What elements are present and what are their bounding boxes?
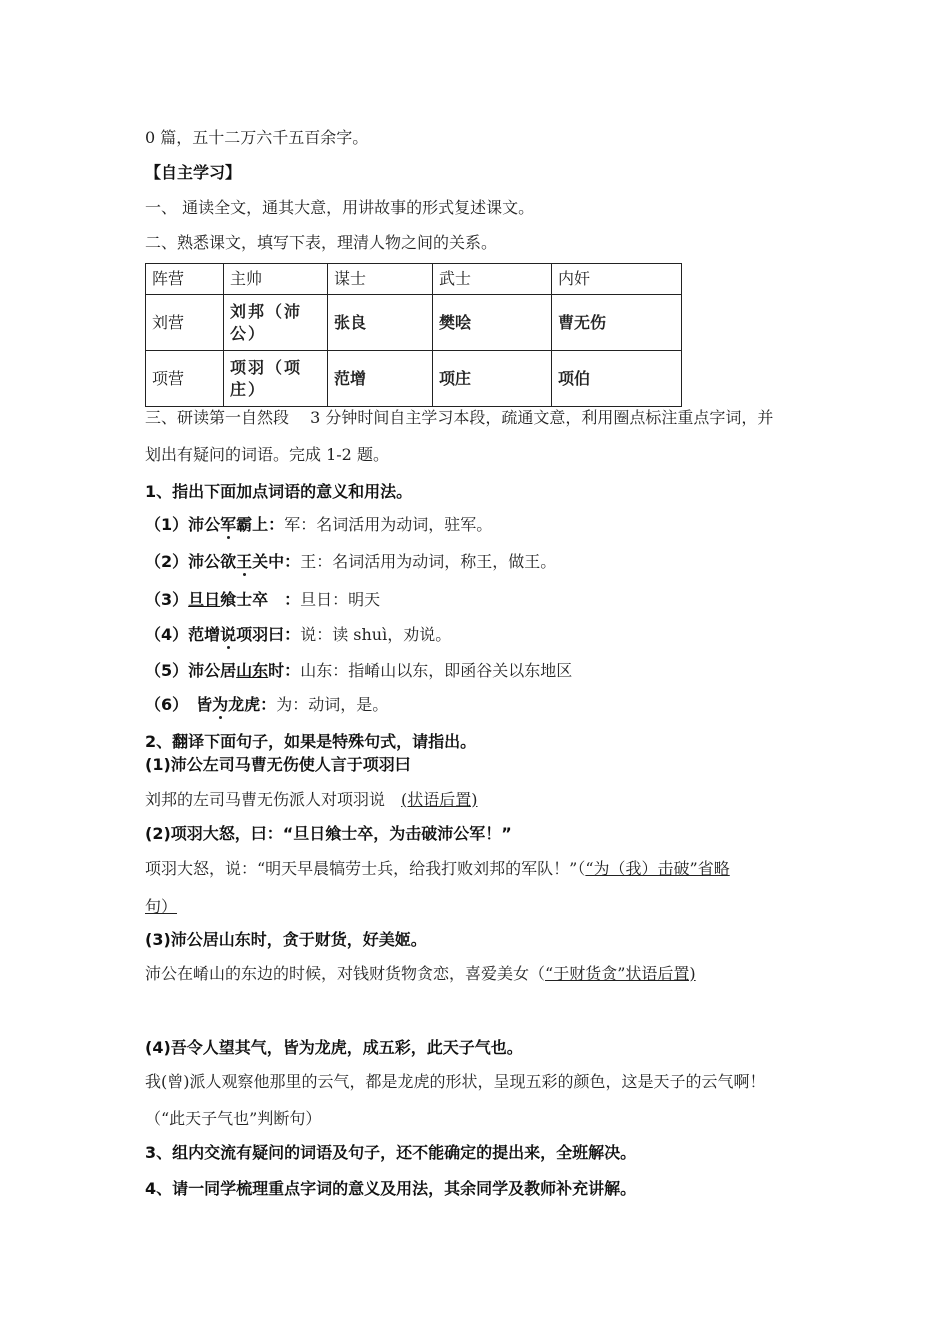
header-cell: 谋士: [328, 264, 433, 295]
q2-item-3-answer: 沛公在崤山的东边的时候，对钱财货物贪恋，喜爱美女（“于财货贪”状语后置): [145, 964, 696, 983]
step-3-line-2: 划出有疑问的词语。完成 1-2 题。: [145, 445, 389, 464]
table-cell: 项营: [146, 351, 224, 407]
table-cell: 曹无伤: [552, 295, 682, 351]
step-2: 二、熟悉课文，填写下表，理清人物之间的关系。: [145, 233, 498, 252]
q1-item-dotted-word: 山东: [236, 661, 269, 680]
table-cell: 项庄: [433, 351, 552, 407]
q1-item-phrase: 皆: [196, 695, 213, 714]
table-cell: 刘邦（沛公）: [224, 295, 328, 351]
step-3-line-1: 三、研读第一自然段 3 分钟时间自主学习本段，疏通文意，利用圈点标注重点字词，并: [145, 408, 774, 427]
q1-item-dotted-word: 为: [212, 695, 229, 714]
question-1-title: 1、指出下面加点词语的意义和用法。: [145, 482, 413, 501]
question-3: 3、组内交流有疑问的词语及句子，还不能确定的提出来，全班解决。: [145, 1143, 637, 1162]
q1-item-phrase-end: 关中：: [252, 552, 301, 571]
q1-item-answer: 为：动词，是。: [276, 695, 389, 714]
q1-item-dotted-word: 旦日: [188, 590, 221, 609]
q1-item-number: （3）: [145, 590, 189, 609]
q1-item-number: （4）: [145, 625, 189, 644]
q1-item-phrase: 范增: [188, 625, 221, 644]
q2-item-1-question: (1)沛公左司马曹无伤使人言于项羽曰: [145, 755, 411, 774]
header-cell: 内奸: [552, 264, 682, 295]
q1-item-phrase: 沛公欲: [188, 552, 237, 571]
q1-item: [145, 514, 492, 536]
q1-item-number: （6）: [145, 695, 197, 714]
q1-item-phrase-end: 龙虎：: [228, 695, 277, 714]
q1-item-answer: 说：读 shuì，劝说。: [300, 625, 452, 644]
section-title: 【自主学习】: [145, 163, 242, 182]
q1-item-phrase-end: 霸上：: [236, 515, 285, 534]
header-cell: 阵营: [146, 264, 224, 295]
q1-item-answer: 王：名词活用为动词，称王，做王。: [300, 552, 557, 571]
q1-item-number: （1）: [145, 515, 189, 534]
question-2-title: 2、翻译下面句子，如果是特殊句式，请指出。: [145, 732, 477, 751]
q1-item-phrase-end: 飨士卒 ：: [220, 590, 301, 609]
q1-item-answer: 军：名词活用为动词，驻军。: [284, 515, 493, 534]
q2-item-2-answer-cont: 句）: [145, 897, 178, 916]
q1-item-dotted-word: 王: [236, 552, 253, 571]
q1-item-phrase-end: 时：: [268, 661, 301, 680]
q2-item-3-question: (3)沛公居山东时，贪于财货，好美姬。: [145, 930, 427, 949]
table-cell: 樊哙: [433, 295, 552, 351]
table-cell: 项伯: [552, 351, 682, 407]
question-4: 4、请一同学梳理重点字词的意义及用法，其余同学及教师补充讲解。: [145, 1179, 637, 1198]
q1-item: [145, 694, 388, 716]
header-cell: 主帅: [224, 264, 328, 295]
q2-item-4-question: (4)吾令人望其气，皆为龙虎，成五彩，此天子气也。: [145, 1038, 523, 1057]
q1-item: [145, 624, 451, 646]
table-header-row: [146, 264, 682, 295]
q2-item-4-answer-cont: （“此天子气也”判断句）: [145, 1109, 322, 1128]
q1-item-number: （5）: [145, 661, 189, 680]
q1-item-phrase: 沛公居: [188, 661, 237, 680]
table-cell: 项羽（项庄）: [224, 351, 328, 407]
q1-item-dotted-word: 说: [220, 625, 237, 644]
table-row: [146, 351, 682, 407]
q1-item-number: （2）: [145, 552, 189, 571]
q2-item-4-answer: 我(曾)派人观察他那里的云气，都是龙虎的形状，呈现五彩的颜色，这是天子的云气啊！: [145, 1072, 766, 1091]
q1-item: [145, 660, 572, 682]
q2-item-2-answer: 项羽大怒，说：“明天早晨犒劳士兵，给我打败刘邦的军队！”（“为（我）击破”省略: [145, 859, 730, 878]
q1-item-phrase: 沛公: [188, 515, 221, 534]
q1-item: [145, 551, 556, 573]
q2-item-1-answer: 刘邦的左司马曹无伤派人对项羽说 (状语后置): [145, 790, 478, 809]
q1-item-answer: 山东：指崤山以东，即函谷关以东地区: [300, 661, 573, 680]
intro-line: 0 篇，五十二万六千五百余字。: [145, 128, 369, 147]
q2-item-2-question: (2)项羽大怒，曰：“旦日飨士卒，为击破沛公军！”: [145, 824, 512, 843]
table-cell: 张良: [328, 295, 433, 351]
header-cell: 武士: [433, 264, 552, 295]
q1-item-phrase-end: 项羽曰：: [236, 625, 301, 644]
table-row: [146, 295, 682, 351]
table-cell: 刘营: [146, 295, 224, 351]
table-cell: 范增: [328, 351, 433, 407]
q1-item: [145, 589, 380, 611]
q1-item-dotted-word: 军: [220, 515, 237, 534]
step-1: 一、 通读全文，通其大意，用讲故事的形式复述课文。: [145, 198, 535, 217]
relationship-table: [145, 263, 682, 407]
q1-item-answer: 旦日：明天: [300, 590, 381, 609]
